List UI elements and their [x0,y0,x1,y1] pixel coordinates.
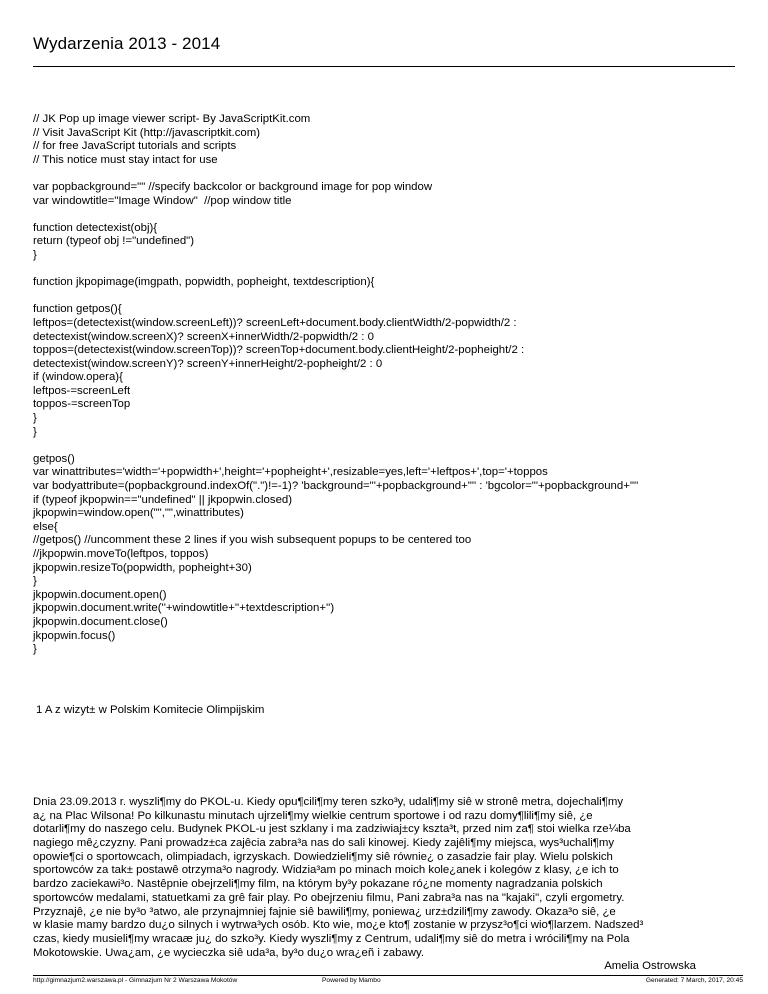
code-line: } [33,248,37,261]
footer-powered-by: Powered by Mambo [322,977,381,984]
code-line: toppos=(detectexist(window.screenTop))? screenTop+document.body.clientHeight/2-popheight/2 : [33,344,525,357]
article-line: w klasie mamy bardzo du¿o silnych i wytrwa³ych osób. Kto wie, mo¿e kto¶ zostanie w przysz³o¶ci wio¶larzem. Nadszed³ [33,919,644,932]
author-name: Amelia Ostrowska [604,960,696,972]
title-divider [33,66,735,67]
code-line: // Visit JavaScript Kit (http://javascriptkit.com) [33,126,261,139]
code-line: jkpopwin=window.open("","",winattributes) [33,507,244,520]
page-title: Wydarzenia 2013 - 2014 [33,34,221,53]
code-line [33,290,743,304]
code-line: jkpopwin.document.close() [33,615,168,628]
code-line: //getpos() //uncomment these 2 lines if you wish subsequent popups to be centered too [33,534,472,547]
code-line: leftpos=(detectexist(window.screenLeft))? screenLeft+document.body.clientWidth/2-popwidth/2 : [33,316,517,329]
article-line: sportowców medalami, statuetkami za grê fair play. Po obejrzeniu filmu, Pani zabra³a nas na "kajaki", czyli ergometry. [33,891,625,904]
article-body [33,796,737,960]
article-line: opowie¶ci o sportowcach, olimpiadach, igrzyskach. Dowiedzieli¶my siê równie¿ o zasadzie fair play. Wielu polskich [33,850,613,863]
code-line: getpos() [33,452,75,465]
code-line: detectexist(window.screenX)? screenX+innerWidth/2-popwidth/2 : 0 [33,330,374,343]
article-line: a¿ na Plac Wilsona! Po kilkunastu minutach ujrzeli¶my wielkie centrum sportowe i od razu domy¶lili¶my siê, ¿e [33,809,593,822]
code-line: var winattributes='width='+popwidth+',height='+popheight+',resizable=yes,left='+leftpos+',top='+toppos [33,466,548,479]
code-line: function jkpopimage(imgpath, popwidth, popheight, textdescription){ [33,276,375,289]
footer-generated-date: Generated: 7 March, 2017, 20:45 [645,977,743,984]
article-line: nagiego mê¿czyzny. Pani prowadz±ca zajêcia zabra³a nas do sali kinowej. Kiedy zajêli¶my miejsca, wys³uchali¶my [33,837,615,850]
article-line: Przyznajê, ¿e nie by³o ³atwo, ale przynajmniej fajnie siê bawili¶my, poniewa¿ urz±dzili¶my zawody. Okaza³o siê, ¿e [33,905,616,918]
article-line: Dnia 23.09.2013 r. wyszli¶my do PKOL-u. Kiedy opu¶cili¶my teren szko³y, udali¶my siê w stronê metra, dojechali¶my [33,796,624,808]
code-line [33,208,743,222]
code-line: else{ [33,520,58,533]
code-line: var bodyattribute=(popbackground.indexOf(".")!=-1)? 'background="'+popbackground+'"' : 'bgcolor="'+popbackground+'"' [33,480,639,493]
code-line [33,263,743,277]
code-line: var windowtitle="Image Window" //pop window title [33,194,292,207]
code-line: detectexist(window.screenY)? screenY+innerHeight/2-popheight/2 : 0 [33,357,383,370]
article-line: sportowców za tak± postawê otrzyma³o nagrody. Widzia³am po minach moich kole¿anek i kolegów z klasy, ¿e ich to [33,864,619,877]
article-line: dotarli¶my do naszego celu. Budynek PKOL-u jest szklany i ma zadziwiaj±cy kszta³t, przed nim za¶ stoi wielka rze¼ba [33,823,631,836]
code-line: leftpos-=screenLeft [33,384,131,397]
code-line: } [33,575,37,588]
code-line: // JK Pop up image viewer script- By JavaScriptKit.com [33,113,311,125]
code-line [33,439,743,453]
code-line: jkpopwin.document.open() [33,588,167,601]
code-line [33,167,743,181]
code-block [33,113,743,657]
code-line: //jkpopwin.moveTo(leftpos, toppos) [33,548,209,560]
code-line: function getpos(){ [33,303,122,316]
code-line: } [33,412,37,425]
code-line: jkpopwin.document.write(''+windowtitle+''+textdescription+'') [33,602,335,615]
article-line: Mokotowskie. Uwa¿am, ¿e wycieczka siê uda³a, by³o du¿o wra¿eñ i zabawy. [33,946,425,959]
code-line: // for free JavaScript tutorials and scripts [33,140,237,153]
code-line: jkpopwin.resizeTo(popwidth, popheight+30) [33,561,252,574]
code-line: jkpopwin.focus() [33,629,116,642]
footer-divider [33,975,743,976]
section-heading: 1 A z wizyt± w Polskim Komitecie Olimpijskim [36,704,265,716]
code-line: if (window.opera){ [33,371,123,384]
code-line: function detectexist(obj){ [33,221,158,234]
code-line: } [33,643,37,656]
code-line: return (typeof obj !="undefined") [33,235,195,248]
code-line: } [33,425,37,438]
code-line: if (typeof jkpopwin=="undefined" || jkpopwin.closed) [33,493,293,506]
code-line: toppos-=screenTop [33,398,131,411]
code-line: var popbackground="" //specify backcolor or background image for pop window [33,180,433,193]
article-line: bardzo zaciekawi³o. Nastêpnie obejrzeli¶my film, na którym by³y pokazane ró¿ne momenty nagradzania polskich [33,878,603,891]
footer-site-url: http://gimnazjum2.warszawa.pl - Gimnazjum Nr 2 Warszawa Mokotów [33,977,238,984]
code-line: // This notice must stay intact for use [33,153,218,166]
article-line: czas, kiedy musieli¶my wracaæ ju¿ do szko³y. Kiedy wyszli¶my z Centrum, udali¶my siê do metra i wrócili¶my na Pola [33,932,630,945]
